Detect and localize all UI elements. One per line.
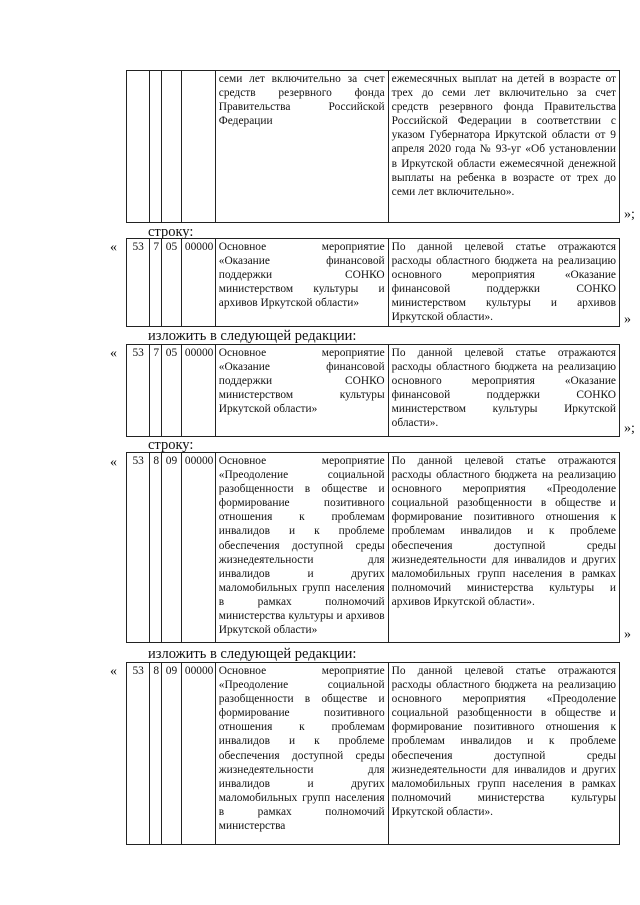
cell-name: Основное мероприятие «Оказание финансовой поддержки СОНКО министерством культуры Иркутской области» xyxy=(215,345,388,437)
cell-code-2: 8 xyxy=(150,663,162,845)
label-row-text: строку: xyxy=(148,224,194,240)
cell-code-1: 53 xyxy=(127,663,150,845)
cell-description: По данной целевой статье отражаются расходы областного бюджета на реализацию основного мероприятия «Оказание финансовой поддержки СОНКО министерством культуры Иркутской области». xyxy=(388,345,619,437)
label-edit-text: изложить в следующей редакции: xyxy=(148,646,357,662)
closing-quote: »; xyxy=(624,207,635,222)
cell-code-4: 00000 xyxy=(181,663,215,845)
cell-name: семи лет включительно за счет средств резервного фонда Правительства Российской Федерации xyxy=(215,71,388,223)
cell-description: По данной целевой статье отражаются расходы областного бюджета на реализацию основного мероприятия «Преодоление социальной разобщенности в обществе и формирование позитивного отношения к проблемам инвалидов и к проблеме обеспечения доступной среды жизнедеятельности для инвалидов и других маломобильных групп населения в рамках полномочий министерства культуры и архивов Иркутской области». xyxy=(388,453,619,643)
opening-quote: « xyxy=(110,664,117,679)
opening-quote: « xyxy=(110,240,117,255)
cell-code-1 xyxy=(127,71,150,223)
table-row-top xyxy=(126,70,620,223)
cell-code-2: 7 xyxy=(150,239,162,327)
table-row-3 xyxy=(126,452,620,643)
cell-code-3: 09 xyxy=(162,453,182,643)
table-row-1 xyxy=(126,238,620,327)
cell-code-1: 53 xyxy=(127,345,150,437)
cell-code-2: 8 xyxy=(150,453,162,643)
cell-code-4 xyxy=(181,71,215,223)
cell-code-2: 7 xyxy=(150,345,162,437)
table-row-2 xyxy=(126,344,620,437)
cell-name: Основное мероприятие «Преодоление социальной разобщенности в обществе и формирование позитивного отношения к проблемам инвалидов и к проблеме обеспечения доступной среды жизнедеятельности для инвалидов и других маломобильных групп населения в рамках полномочий министерства xyxy=(215,663,388,845)
opening-quote: « xyxy=(110,346,117,361)
cell-code-1: 53 xyxy=(127,239,150,327)
cell-description: ежемесячных выплат на детей в возрасте от трех до семи лет включительно за счет средств резервного фонда Правительства Российской Федерации в соответствии с указом Губернатора Иркутской области от 9 апреля 2020 года № 93-уг «Об установлении в Иркутской области ежемесячной денежной выплаты на ребенка в возрасте от трех до семи лет включительно». xyxy=(388,71,619,223)
cell-code-2 xyxy=(150,71,162,223)
label-edit-text: изложить в следующей редакции: xyxy=(148,328,357,344)
closing-quote: » xyxy=(624,627,631,642)
cell-code-4: 00000 xyxy=(181,453,215,643)
cell-code-4: 00000 xyxy=(181,239,215,327)
cell-code-3: 05 xyxy=(162,239,182,327)
opening-quote: « xyxy=(110,455,117,470)
closing-quote: »; xyxy=(624,421,635,436)
cell-code-1: 53 xyxy=(127,453,150,643)
label-row-text: строку: xyxy=(148,437,194,453)
cell-name: Основное мероприятие «Оказание финансовой поддержки СОНКО министерством культуры и архивов Иркутской области» xyxy=(215,239,388,327)
cell-description: По данной целевой статье отражаются расходы областного бюджета на реализацию основного мероприятия «Преодоление социальной разобщенности в обществе и формирование позитивного отношения к проблемам инвалидов и к проблеме обеспечения доступной среды жизнедеятельности для инвалидов и других маломобильных групп населения в рамках полномочий министерства культуры Иркутской области». xyxy=(388,663,619,845)
cell-code-4: 00000 xyxy=(181,345,215,437)
cell-code-3: 09 xyxy=(162,663,182,845)
closing-quote: » xyxy=(624,312,631,327)
table-row-4 xyxy=(126,662,620,845)
cell-description: По данной целевой статье отражаются расходы областного бюджета на реализацию основного мероприятия «Оказание финансовой поддержки СОНКО министерством культуры и архивов Иркутской области». xyxy=(388,239,619,327)
cell-code-3: 05 xyxy=(162,345,182,437)
cell-name: Основное мероприятие «Преодоление социальной разобщенности в обществе и формирование позитивного отношения к проблемам инвалидов и к проблеме обеспечения доступной среды жизнедеятельности для инвалидов и других маломобильных групп населения в рамках полномочий министерства культуры и архивов Иркутской области» xyxy=(215,453,388,643)
cell-code-3 xyxy=(162,71,182,223)
